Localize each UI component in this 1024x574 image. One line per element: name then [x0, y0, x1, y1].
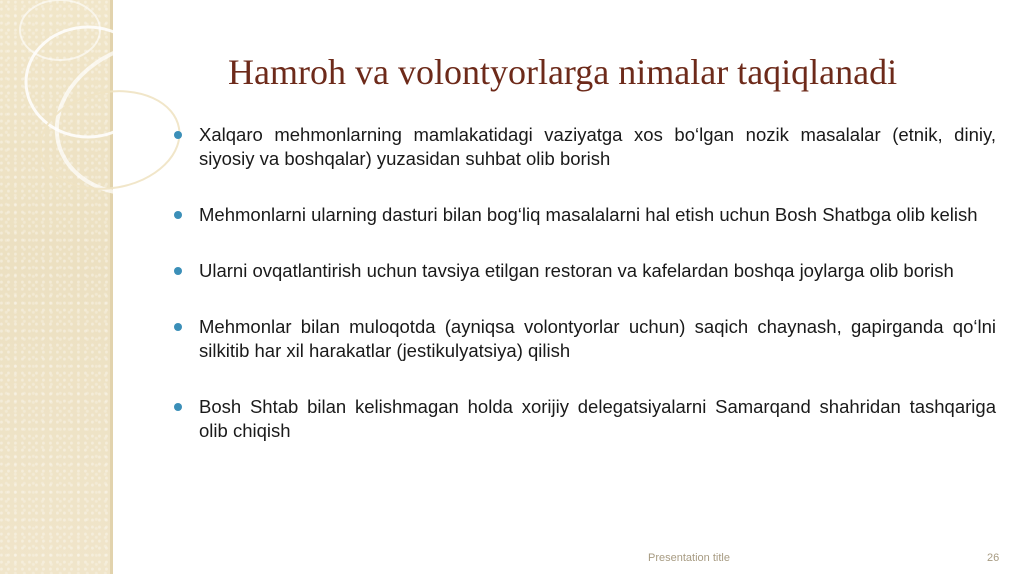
list-item — [174, 315, 996, 363]
bullet-dot-icon — [174, 323, 182, 331]
list-item — [174, 203, 996, 227]
list-item — [174, 395, 996, 443]
list-item — [174, 123, 996, 171]
footer-presentation-title: Presentation title — [648, 552, 730, 564]
list-item — [174, 259, 996, 283]
bullet-text: Mehmonlar bilan muloqotda (ayniqsa volontyorlar uchun) saqich chaynash, gapirganda qo‘lni silkitib har xil harakatlar (jestikulyatsiya) qilish — [199, 316, 996, 361]
bullet-text: Xalqaro mehmonlarning mamlakatidagi vaziyatga xos bo‘lgan nozik masalalar (etnik, diniy, siyosiy va boshqalar) yuzasidan suhbat olib borish — [199, 124, 996, 169]
bullet-text: Ularni ovqatlantirish uchun tavsiya etilgan restoran va kafelardan boshqa joylarga olib borish — [199, 260, 954, 281]
slide-title: Hamroh va volontyorlarga nimalar taqiqlanadi — [228, 52, 898, 92]
bullet-dot-icon — [174, 267, 182, 275]
page-number: 26 — [987, 552, 1000, 564]
decorative-side-panel — [0, 0, 110, 574]
bullet-text: Bosh Shtab bilan kelishmagan holda xorijiy delegatsiyalarni Samarqand shahridan tashqariga olib chiqish — [199, 396, 996, 441]
bullet-text: Mehmonlarni ularning dasturi bilan bog‘liq masalalarni hal etish uchun Bosh Shatbga olib kelish — [199, 204, 978, 225]
bullet-dot-icon — [174, 211, 182, 219]
bullet-dot-icon — [174, 131, 182, 139]
bullet-dot-icon — [174, 403, 182, 411]
side-panel-edge — [110, 0, 113, 574]
bullet-list — [174, 123, 996, 475]
